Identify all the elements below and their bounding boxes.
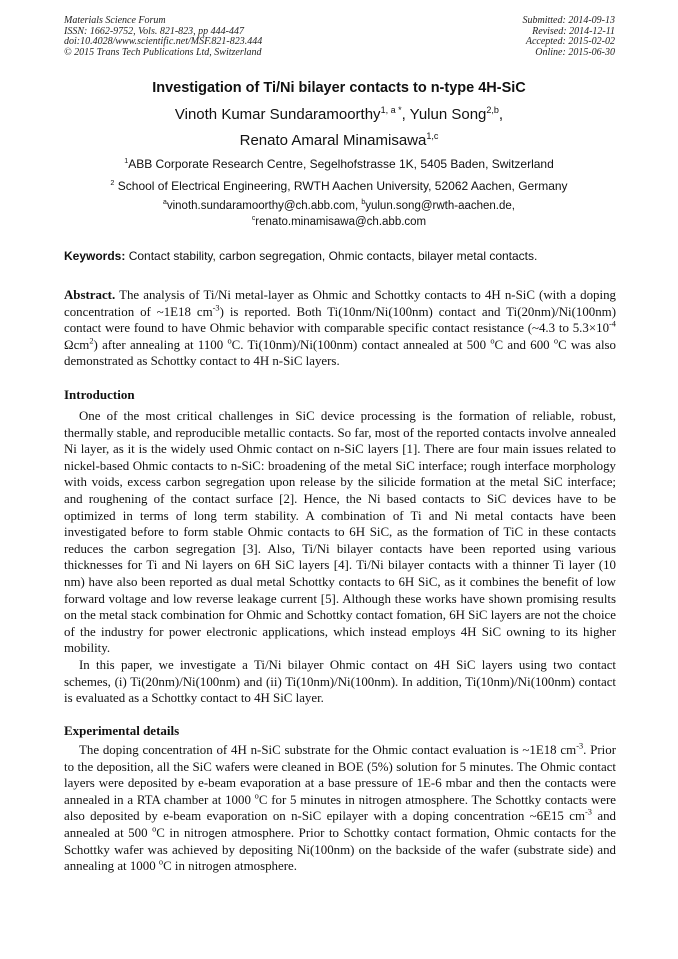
superscript: o [490,336,495,346]
experimental-text: C in nitrogen atmosphere. Prior to Schottky contact formation, Ohmic contacts for the Schottky wafer was achieved by depositing Ni(100nm) on the backside of the wafer (substrate side) and annealing at 1000 [64,825,616,874]
journal-name: Materials Science Forum [64,15,166,26]
affil-mark: 1 [124,156,129,165]
paragraph [64,742,616,875]
superscript: o [254,791,259,801]
abstract-text: The analysis of Ti/Ni metal-layer as Ohmic and Schottky contacts to 4H n-SiC (with a doping concentration of ~1E18 cm [64,288,616,319]
keywords-text: Contact stability, carbon segregation, Ohmic contacts, bilayer metal contacts. [128,249,538,263]
superscript: o [227,336,232,346]
paper-title: Investigation of Ti/Ni bilayer contacts to n-type 4H-SiC [152,80,526,96]
experimental-text: and annealed at 500 [64,809,616,840]
section-heading-experimental: Experimental details [64,723,180,738]
affil-mark: 2 [110,178,115,187]
superscript: o [553,336,559,346]
copyright-line: © 2015 Trans Tech Publications Ltd, Switzerland [64,46,262,58]
email-mark: a [163,199,167,207]
introduction-body [64,408,616,707]
paragraph: In this paper, we investigate a Ti/Ni bilayer Ohmic contact on 4H SiC layers using two contact schemes, (i) Ti(20nm)/Ni(100nm) and (ii) Ti(10nm)/Ni(100nm). In addition, Ti(10nm)/Ni(100nm) contact is evaluated as a Schottky contact to 4H SiC layer. [64,657,616,706]
journal-header [64,16,364,58]
revised-date: Revised: 2014-12-11 [532,25,615,37]
abstract-text: C. Ti(10nm)/Ni(100nm) contact annealed at 500 [231,337,491,352]
author-line-1: Vinoth Kumar Sundaramoorthy$^{1, a *}$, Yulun Song$^{2,b}$, [174,105,504,123]
author-line-2 [0,132,678,149]
author-affil-mark: 1, a * [380,105,402,115]
affiliation-2 [0,179,678,193]
superscript: -4 [609,319,616,329]
keywords [64,249,616,263]
email-mark: c [251,215,256,223]
experimental-body [64,742,616,875]
author-affil-mark: 2,b [486,105,499,115]
dates-header [375,16,615,58]
experimental-text: The doping concentration of 4H n-SiC substrate for the Ohmic contact evaluation is ~1E18 cm [79,743,577,757]
author-name: Renato Amaral Minamisawa [239,132,427,149]
superscript: -3 [212,303,220,313]
affil-text: School of Electrical Engineering, RWTH Aachen University, 52062 Aachen, Germany [117,179,568,193]
abstract [64,287,616,370]
abstract-text: ) is reported. Both Ti(10nm/Ni(100nm) contact and Ti(20nm)/Ni(100nm) contact were found to have Ohmic behavior with comparable specific contact resistance (~4.3 to 5.3×10 [64,304,617,336]
issn-line: ISSN: 1662-9752, Vols. 821-823, pp 444-447 [64,25,244,37]
submitted-date: Submitted: 2014-09-13 [522,15,615,26]
abstract-text: C was also demonstrated as Schottky contact to 4H n-SiC layers. [64,337,617,369]
superscript: -3 [585,808,592,818]
keywords-label: Keywords: [64,249,126,263]
email-b: yulun.song@rwth-aachen.de, [365,200,515,212]
superscript: o [158,857,164,867]
section-heading-introduction: Introduction [64,387,135,402]
experimental-text: . Prior to the deposition, all the SiC wafers were cleaned in BOE (5%) solution for 5 minutes. The Ohmic contact layers were deposited by e-beam evaporation at a base pressure of 1E-6 mbar and then the contacts were annealed in a RTA chamber at 1000 [64,743,616,807]
superscript: 2 [89,336,94,346]
superscript: o [152,824,157,834]
affiliation-1 [0,157,678,171]
email-mark: b [361,199,366,207]
paragraph: One of the most critical challenges in SiC device processing is the formation of reliable, robust, thermally stable, and reproducible metallic contacts. So far, most of the reported contacts involve annealed Ni layer, as it is the widely used Ohmic contact on n-SiC layers [1]. There are four main issues related to nickel-based Ohmic contacts to n-SiC: broadening of the metal SiC interface; rough interface morphology with voids, excess carbon segregation upon release by the silicide formation at the metal SiC interface; and roughening of the contact surface [2]. Hence, the Ni based contacts to SiC devices have to be optimized in terms of long term stability. A combination of Ti and Ni metal contacts have been investigated before to form stable Ohmic contacts to 6H SiC, as the formation of TiC in these contacts reduces the carbon segregation [3]. Also, Ti/Ni bilayer contacts have been reported using various thicknesses for Ti and Ni layers on 6H SiC layers [4]. Ti/Ni bilayer contacts with a thinner Ti layer (10 nm) have also been reported as dual metal Schottky contacts to 6H SiC, as it combines the benefit of low forward voltage and low reverse leakage current [5]. Although these works have shown promising results on the metal stack combination for Ohmic and Schottky contact fomation, 6H SiC layers are not the choice of the industry for power electronic applications, which instead employs 4H SiC owning to its higher mobility. [64,409,616,656]
accepted-date: Accepted: 2015-02-02 [525,36,615,48]
experimental-text: C for 5 minutes in nitrogen atmosphere. The Schottky contacts were also deposited by e-beam evaporation on n-SiC epilayer with a doping concentration ~6E15 cm [64,792,616,824]
abstract-text: ) after annealing at 1100 [93,337,228,352]
author-name: Vinoth Kumar Sundaramoorthy [174,106,381,123]
author-name: Yulun Song [409,106,487,123]
online-date: Online: 2015-06-30 [535,46,615,58]
abstract-text: C and 600 [494,337,554,352]
author-affil-mark: 1,c [426,131,439,141]
abstract-text: Ωcm [64,337,90,352]
experimental-text: C in nitrogen atmosphere. [163,859,297,874]
abstract-label: Abstract. [64,288,116,302]
affil-text: ABB Corporate Research Centre, Segelhofstrasse 1K, 5405 Baden, Switzerland [128,157,554,171]
email-line-1 [0,199,678,214]
superscript: -3 [576,741,584,751]
doi-line: doi:10.4028/www.scientific.net/MSF.821-823.444 [64,36,263,48]
email-c: renato.minamisawa@ch.abb.com [255,216,427,228]
email-line-2 [0,215,678,230]
email-a: vinoth.sundaramoorthy@ch.abb.com, [166,200,359,212]
